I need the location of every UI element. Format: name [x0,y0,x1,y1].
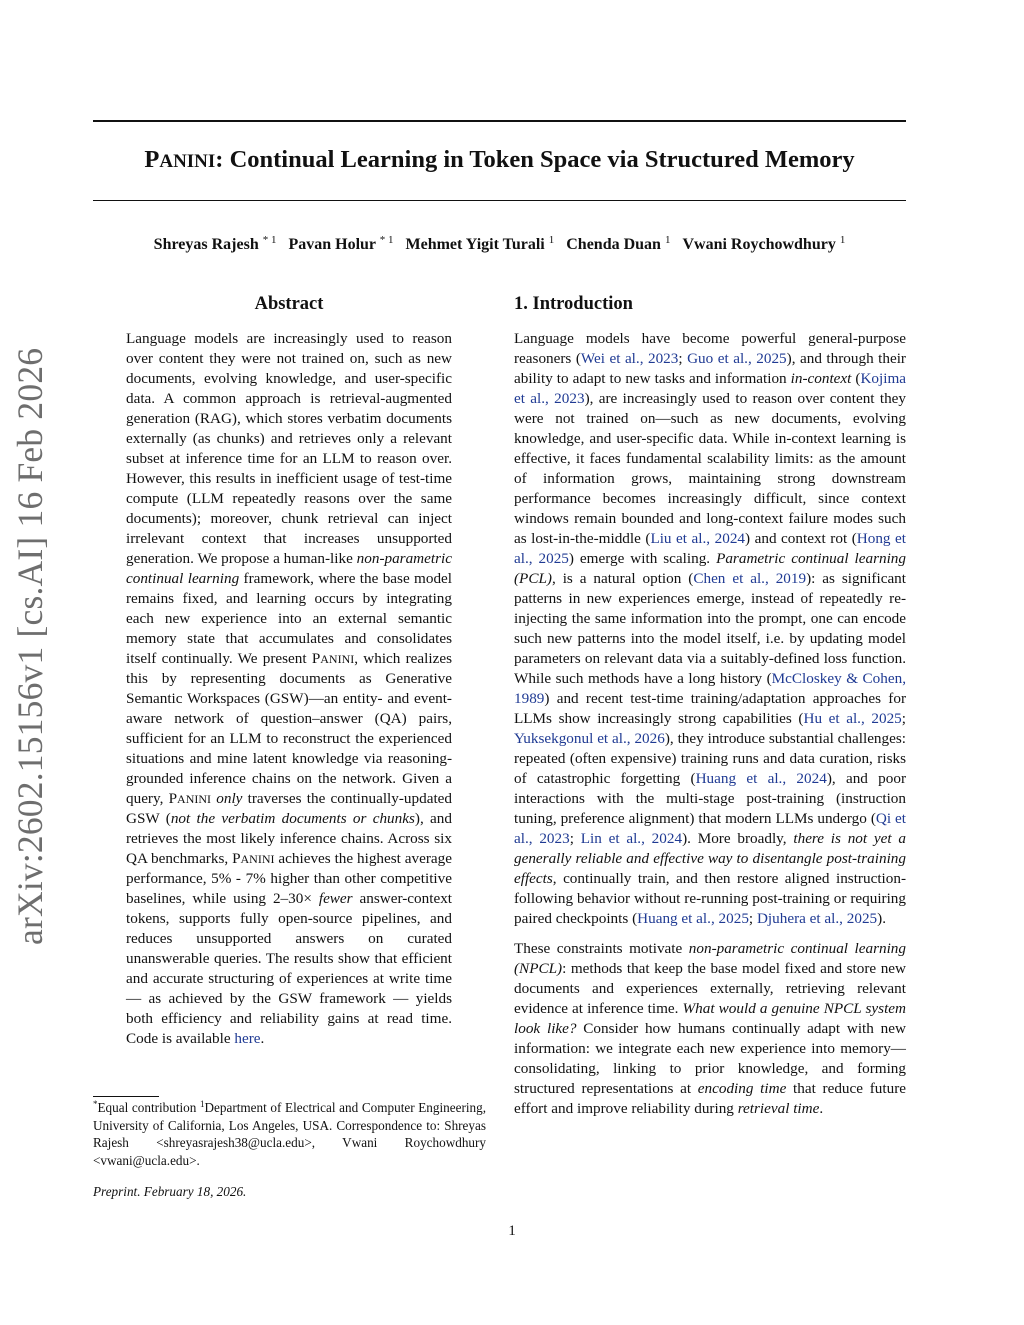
abstract-section [126,292,452,1049]
abstract-body: Language models are increasingly used to reason over content they were not trained on, such as new documents, evolving knowledge, and user-specific data. A common approach is retrieval-augmented generation (RAG), which stores verbatim documents externally (as chunks) and retrieves only a relevant subset at inference time for an LLM to reason over. However, this results in inefficient usage of test-time compute (LLM repeatedly reasons over the same documents); moreover, chunk retrieval can inject irrelevant context that increases unsupported generation. We propose a human-like non-parametric continual learning framework, where the base model remains fixed, and learning occurs by integrating each new experience into an external semantic memory state that accumulates and consolidates itself continually. We present PANINI, which realizes this by representing documents as Generative Semantic Workspaces (GSW)—an entity- and event-aware network of question–answer (QA) pairs, sufficient for an LLM to reconstruct the experienced situations and mine latent knowledge via reasoning-grounded inference chains on the network. Given a query, PANINI only traverses the continually-updated GSW (not the verbatim documents or chunks), and retrieves the most likely inference chains. Across six QA benchmarks, PANINI achieves the highest average performance, 5% - 7% higher than other competitive baselines, while using 2–30× fewer answer-context tokens, supports fully open-source pipelines, and reduces unsupported answers on curated unanswerable queries. The results show that efficient and accurate structuring of experiences at write time — as achieved by the GSW framework — yields both efficiency and reliability gains at read time. Code is available here. [126,330,453,1047]
author: Mehmet Yigit Turali $^1$ [405,234,555,253]
citation-link[interactable]: McCloskey & Cohen, 1989 [514,670,906,707]
title-top-rule [93,120,906,122]
title-bottom-rule [93,200,906,201]
page-number: 1 [508,1222,516,1239]
section-heading: 1. Introduction [514,294,633,314]
author: Shreyas Rajesh $^{* 1}$ [153,234,277,253]
footnote-rule [93,1096,159,1097]
citation-link[interactable]: Liu et al., 2024 [650,530,746,547]
paper-title: PANINI: Continual Learning in Token Space via Structured Memory [144,146,855,173]
author: Vwani Roychowdhury $^1$ [682,234,846,253]
introduction-section [514,292,906,1119]
intro-paragraph: Language models have become powerful general-purpose reasoners (Wei et al., 2023; Guo et al., 2025), and through their ability to adapt to new tasks and information in-context (Kojima et al., 2023), are increasingly used to reason over content they were not trained on—such as new documents, evolving knowledge, and user-specific data. While in-context learning is effective, it faces fundamental scalability limits: as the amount of information grows, maintaining strong downstream performance becomes increasingly difficult, since context windows remain bounded and long-context failure modes such as lost-in-the-middle (Liu et al., 2024) and context rot (Hong et al., 2025) emerge with scaling. Parametric continual learning (PCL), is a natural option (Chen et al., 2019): as significant patterns in new experiences emerge, instead of repeatedly re-injecting the same information into the prompt, one can encode such new patterns into the model itself, i.e. by updating model parameters on relevant data via a suitably-defined loss function. While such methods have a long history (McCloskey & Cohen, 1989) and recent test-time training/adaptation approaches for LLMs show increasingly strong capabilities (Hu et al., 2025; Yuksekgonul et al., 2026), they introduce substantial challenges: repeated (often expensive) training runs and data curation, risks of catastrophic forgetting (Huang et al., 2024), and poor interactions with the multi-stage post-training (instruction tuning, preference alignment) that modern LLMs undergo (Qi et al., 2023; Lin et al., 2024). More broadly, there is not yet a generally reliable and effective way to disentangle post-training effects, continually train, and then restore aligned instruction-following behavior without re-running post-training or requiring paired checkpoints (Huang et al., 2025; Djuhera et al., 2025). [514,330,907,927]
intro-paragraph: These constraints motivate non-parametric continual learning (NPCL): methods that keep the base model fixed and store new documents and experiences externally, retrieving relevant evidence at inference time. What would a genuine NPCL system look like? Consider how humans continually adapt with new information: we integrate each new experience into memory—consolidating, linking to prior knowledge, and forming structured representations at encoding time that reduce future effort and improve reliability during retrieval time. [514,940,906,1117]
abstract-heading: Abstract [254,294,324,314]
preprint-note: Preprint. February 18, 2026. [93,1184,247,1199]
arxiv-identifier-stamp: arXiv:2602.15156v1 [cs.AI] 16 Feb 2026 [10,347,50,945]
citation-link[interactable]: Huang et al., 2024 [695,770,827,787]
citation-link[interactable]: Hong et al., 2025 [514,530,907,567]
citation-link[interactable]: Yuksekgonul et al., 2026 [514,730,665,747]
citation-link[interactable]: Chen et al., 2019 [693,570,807,587]
citation-link[interactable]: Kojima et al., 2023 [514,370,906,407]
citation-link[interactable]: Qi et al., 2023 [514,810,906,847]
affiliation-footnote: *Equal contribution $^1$Department of Electrical and Computer Engineering, University of California, Los Angeles, USA. Correspondence to: Shreyas Rajesh <shreyasrajesh38@ucla.edu>, Vwani Roychowdhury <vwani@ucla.edu>. [93,1099,486,1168]
author: Chenda Duan $^1$ [566,234,671,253]
author: Pavan Holur $^{* 1}$ [288,234,394,253]
author-list [93,234,906,256]
citation-link[interactable]: Hu et al., 2025 [803,710,902,727]
citation-link[interactable]: Djuhera et al., 2025 [756,910,878,927]
code-link[interactable]: here [234,1030,261,1047]
citation-link[interactable]: Lin et al., 2024 [580,830,683,847]
citation-link[interactable]: Huang et al., 2025 [637,910,749,927]
citation-link[interactable]: Wei et al., 2023 [580,350,679,367]
citation-link[interactable]: Guo et al., 2025 [687,350,787,367]
